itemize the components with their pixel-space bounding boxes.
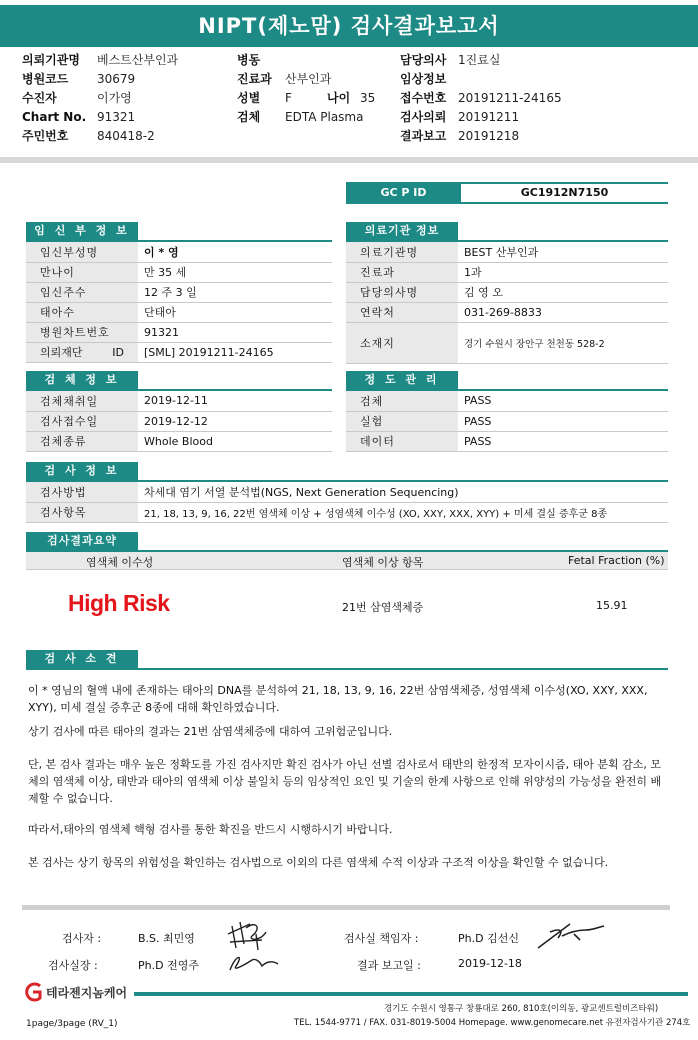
row-label: 담당의사명 — [346, 282, 458, 302]
row-value: Whole Blood — [138, 431, 332, 451]
row-label: 병원차트번호 — [26, 322, 138, 342]
label-department: 진료과 — [237, 72, 272, 86]
row-label: 임신주수 — [26, 282, 138, 302]
value-specimen: EDTA Plasma — [285, 110, 364, 124]
table-row — [346, 411, 668, 431]
table-row — [26, 302, 332, 322]
table-row — [346, 322, 668, 363]
table-row — [26, 342, 332, 362]
tester-label: 검사자 : — [62, 932, 102, 945]
label-report-date: 결과보고 — [400, 129, 447, 143]
row-label: 의료기관명 — [346, 242, 458, 262]
finding-paragraph-5: 본 검사는 상기 항목의 위험성을 확인하는 검사법으로 이외의 다른 염색체 수적 이상과 구조적 이상을 확인할 수 없습니다. — [28, 856, 609, 869]
test-info-title: 검 사 정 보 — [26, 462, 138, 480]
table-row — [26, 411, 332, 431]
gcpid-label: GC P ID — [346, 184, 461, 202]
row-value: PASS — [458, 411, 668, 431]
row-label: 만나이 — [26, 262, 138, 282]
table-row — [346, 302, 668, 322]
table-row — [26, 431, 332, 451]
label-chart-no: Chart No. — [22, 110, 87, 124]
row-label: 실험 — [346, 411, 458, 431]
tester-name: B.S. 최민영 — [138, 932, 195, 945]
clinic-info-table — [346, 242, 668, 364]
value-receipt-no: 20191211-24165 — [458, 91, 562, 105]
row-value: 91321 — [138, 322, 332, 342]
terragen-logo-icon — [22, 982, 44, 1002]
value-patient: 이가영 — [97, 91, 132, 105]
col-abnormal-item: 염색체 이상 항목 — [342, 556, 424, 569]
value-resident-no: 840418-2 — [97, 129, 155, 143]
row-value: 단태아 — [138, 302, 332, 322]
risk-result: High Risk — [68, 590, 170, 616]
table-row — [346, 242, 668, 262]
result-summary-header — [26, 552, 668, 570]
lab-manager-name: Ph.D 김선신 — [458, 932, 519, 945]
header-info — [22, 52, 682, 152]
row-label: 태아수 — [26, 302, 138, 322]
value-age: 35 — [360, 91, 376, 105]
lab-head-name: Ph.D 전영주 — [138, 959, 199, 972]
company-name: 테라젠지놈케어 — [46, 986, 128, 1000]
row-value: PASS — [458, 431, 668, 451]
pregnant-info-title: 임 신 부 정 보 — [26, 222, 138, 240]
row-label: 검사접수일 — [26, 411, 138, 431]
value-doctor: 1진료실 — [458, 53, 501, 67]
gcpid-value: GC1912N7150 — [520, 186, 609, 199]
row-value: 만 35 세 — [138, 262, 332, 282]
table-row — [346, 282, 668, 302]
lab-manager-label: 검사실 책임자 : — [344, 932, 419, 945]
company-contact: TEL. 1544-9771 / FAX. 031-8019-5004 Homepage. www.genomecare.net 유전자검사기관 274호 — [294, 1018, 691, 1028]
value-request-date: 20191211 — [458, 110, 520, 124]
row-label: 연락처 — [346, 302, 458, 322]
gcpid-box — [346, 182, 668, 204]
qc-info-title: 정 도 관 리 — [346, 371, 458, 389]
label-specimen: 검체 — [237, 110, 261, 124]
specimen-info-title: 검 체 정 보 — [26, 371, 138, 389]
lab-manager-signature — [530, 918, 610, 954]
label-sex: 성별 — [237, 91, 261, 105]
qc-info-table — [346, 391, 668, 452]
label-patient: 수진자 — [22, 91, 57, 105]
label-receipt-no: 접수번호 — [400, 91, 447, 105]
findings-line — [26, 668, 668, 670]
finding-paragraph-3: 단, 본 검사 결과는 매우 높은 정확도를 가진 검사지만 확진 검사가 아닌 선별 검사로서 태반의 한정적 모자이시즘, 태아 분획 감소, 모체의 염색체 이상, 태반과 태아의 염색체 이상 불일치 등의 임상적인 요인 및 기술의 한계 사항으로 인해 위양성의 가능성을 완전히 배제할 수 없습니다. — [28, 758, 662, 805]
row-value: PASS — [458, 391, 668, 411]
table-row — [346, 262, 668, 282]
clinic-info-title: 의료기관 정보 — [346, 222, 458, 240]
table-row — [26, 482, 668, 502]
label-clinic: 의뢰기관명 — [22, 53, 80, 67]
value-chart-no: 91321 — [97, 110, 136, 124]
lab-head-label: 검사실장 : — [48, 959, 98, 972]
value-clinic: 베스트산부인과 — [97, 53, 179, 67]
row-value: 21, 18, 13, 9, 16, 22번 염색체 이상 + 성염색체 이수성 (XO, XXY, XXX, XYY) + 미세 결실 증후군 8종 — [138, 502, 668, 522]
row-label: 임신부성명 — [26, 242, 138, 262]
abnormal-item-value: 21번 삼염색체증 — [342, 601, 424, 614]
value-hospital-code: 30679 — [97, 72, 136, 86]
finding-paragraph-4: 따라서,태아의 염색체 핵형 검사를 통한 확진을 반드시 시행하시기 바랍니다. — [28, 823, 393, 836]
label-hospital-code: 병원코드 — [22, 72, 69, 86]
col-fetal-fraction: Fetal Fraction (%) — [568, 554, 665, 567]
row-value: [SML] 20191211-24165 — [138, 342, 332, 362]
row-value: BEST 산부인과 — [458, 242, 668, 262]
col-aneuploidy: 염색체 이수성 — [86, 556, 154, 569]
row-value: 2019-12-12 — [138, 411, 332, 431]
report-date-label: 결과 보고일 : — [357, 959, 421, 972]
value-department: 산부인과 — [285, 72, 332, 86]
label-request-date: 검사의뢰 — [400, 110, 447, 124]
test-info-table — [26, 482, 668, 523]
table-row — [26, 391, 332, 411]
table-row — [26, 322, 332, 342]
specimen-info-table — [26, 391, 332, 452]
row-label: 진료과 — [346, 262, 458, 282]
table-row — [26, 242, 332, 262]
row-label: 검체채취일 — [26, 391, 138, 411]
pregnant-info-table — [26, 242, 332, 363]
label-doctor: 담당의사 — [400, 53, 447, 67]
row-value: 031-269-8833 — [458, 302, 668, 322]
row-value: 1과 — [458, 262, 668, 282]
row-value: 12 주 3 일 — [138, 282, 332, 302]
row-label: 의뢰재단 ID — [26, 342, 138, 362]
label-resident-no: 주민번호 — [22, 129, 69, 143]
report-date-value: 2019-12-18 — [458, 957, 522, 970]
row-label: 소재지 — [346, 322, 458, 363]
tester-signature — [222, 914, 282, 974]
table-row — [26, 502, 668, 522]
table-row — [346, 391, 668, 411]
row-label: 검체 — [346, 391, 458, 411]
fetal-fraction-value: 15.91 — [596, 599, 628, 612]
page-indicator: 1page/3page (RV_1) — [26, 1019, 118, 1029]
label-ward: 병동 — [237, 53, 261, 67]
row-value: 이 * 영 — [138, 242, 332, 262]
finding-paragraph-2: 상기 검사에 따른 태아의 결과는 21번 삼염색체증에 대하여 고위험군입니다. — [28, 725, 393, 738]
table-row — [26, 262, 332, 282]
row-label: 검사항목 — [26, 502, 138, 522]
row-label: 검사방법 — [26, 482, 138, 502]
row-label: 검체종류 — [26, 431, 138, 451]
company-address: 경기도 수원시 영통구 창룡대로 260, 810호(이의동, 광교센트럴비즈타워) — [384, 1004, 659, 1014]
row-label: 데이터 — [346, 431, 458, 451]
row-value: 경기 수원시 장안구 천천동 528-2 — [458, 322, 668, 363]
row-value: 김 영 오 — [458, 282, 668, 302]
label-clinical-info: 임상정보 — [400, 72, 447, 86]
result-summary-title: 검사결과요약 — [26, 532, 138, 550]
report-title: NIPT(제노맘) 검사결과보고서 — [0, 5, 698, 47]
row-value: 차세대 염기 서열 분석법(NGS, Next Generation Sequencing) — [138, 482, 668, 502]
table-row — [346, 431, 668, 451]
findings-title: 검 사 소 견 — [26, 650, 138, 668]
findings-divider — [22, 905, 670, 910]
value-report-date: 20191218 — [458, 129, 520, 143]
finding-paragraph-1: 이 * 영님의 혈액 내에 존재하는 태아의 DNA를 분석하여 21, 18, 13, 9, 16, 22번 삼염색체증, 성염색체 이수성(XO, XXY, XXX, XYY), 미세 결실 증후군 8종에 대해 확인하였습니다. — [28, 684, 648, 714]
row-value: 2019-12-11 — [138, 391, 332, 411]
table-row — [26, 282, 332, 302]
header-divider — [0, 157, 698, 163]
label-age: 나이 — [327, 91, 351, 105]
footer-bar — [134, 992, 688, 996]
value-sex: F — [285, 91, 292, 105]
